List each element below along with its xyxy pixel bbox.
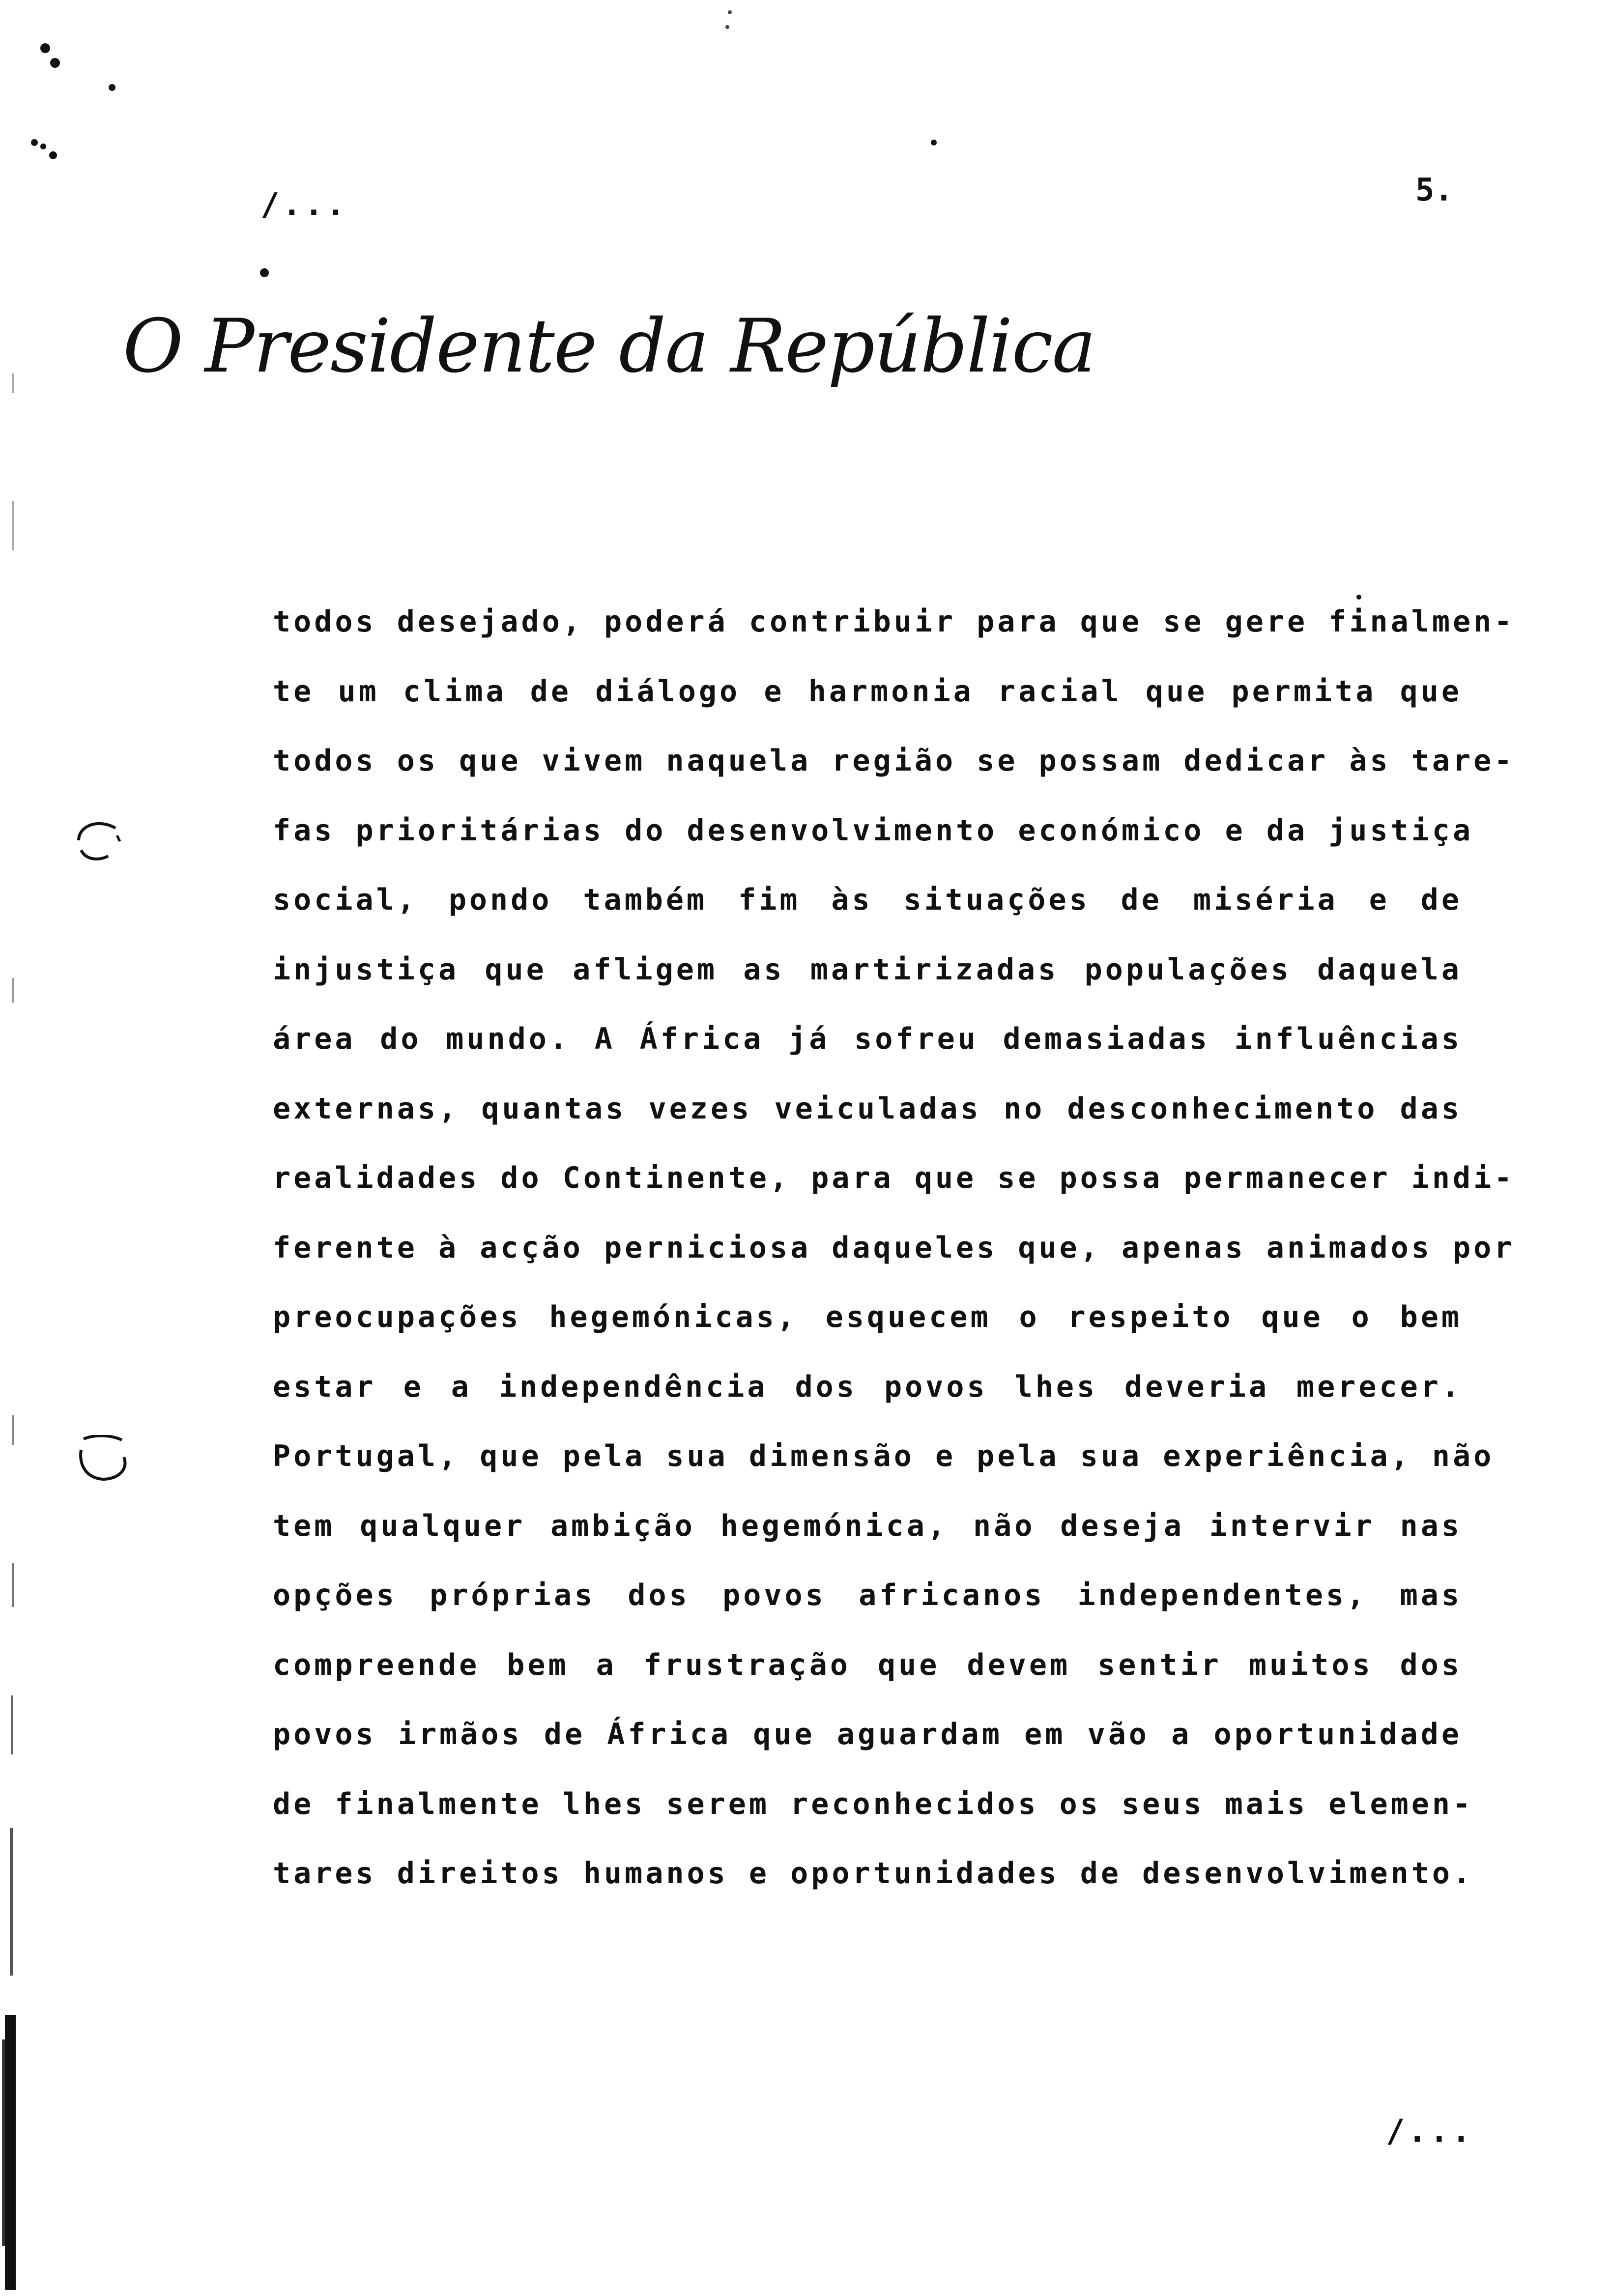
punch-hole-upper [69, 816, 128, 865]
continuation-mark-bottom: /... [1386, 2113, 1474, 2150]
body-line: de finalmente lhes serem reconhecidos os seus mais elemen- [273, 1786, 1474, 1821]
body-line: todos os que vivem naquela região se possam dedicar às tare- [273, 744, 1515, 778]
body-text [273, 602, 1515, 1923]
punch-hole-lower [74, 1435, 133, 1484]
body-line: área do mundo. A África já sofreu demasiadas influências [273, 1022, 1462, 1056]
body-line: tares direitos humanos e oportunidades de desenvolvimento. [273, 1856, 1474, 1891]
body-line: compreende bem a frustração que devem sentir muitos dos [273, 1647, 1462, 1682]
body-line: preocupações hegemónicas, esquecem o respeito que o bem [273, 1300, 1462, 1334]
body-line: ferente à acção perniciosa daqueles que, apenas animados por [273, 1230, 1515, 1265]
body-line: injustiça que afligem as martirizadas populações daquela [273, 952, 1462, 987]
body-line: te um clima de diálogo e harmonia racial que permita que [273, 674, 1462, 709]
scan-edge-marks [0, 0, 29, 2296]
continuation-mark-top: /... [260, 187, 348, 223]
body-line: social, pondo também fim às situações de miséria e de [273, 883, 1462, 917]
body-line: realidades do Continente, para que se possa permanecer indi- [273, 1161, 1515, 1195]
body-line: tem qualquer ambição hegemónica, não deseja intervir nas [273, 1508, 1462, 1543]
body-line: estar e a independência dos povos lhes deveria merecer. [273, 1369, 1462, 1404]
body-line: externas, quantas vezes veiculadas no desconhecimento das [273, 1091, 1462, 1126]
body-line: Portugal, que pela sua dimensão e pela sua experiência, não [273, 1439, 1495, 1473]
body-line: fas prioritárias do desenvolvimento económico e da justiça [273, 813, 1474, 848]
body-line: todos desejado, poderá contribuir para que se gere finalmen- [273, 604, 1515, 639]
letterhead-title: O Presidente da República [123, 304, 1095, 389]
body-line: povos irmãos de África que aguardam em vão a oportunidade [273, 1717, 1462, 1751]
body-line: opções próprias dos povos africanos independentes, mas [273, 1578, 1462, 1612]
page-number: 5. [1415, 172, 1454, 208]
